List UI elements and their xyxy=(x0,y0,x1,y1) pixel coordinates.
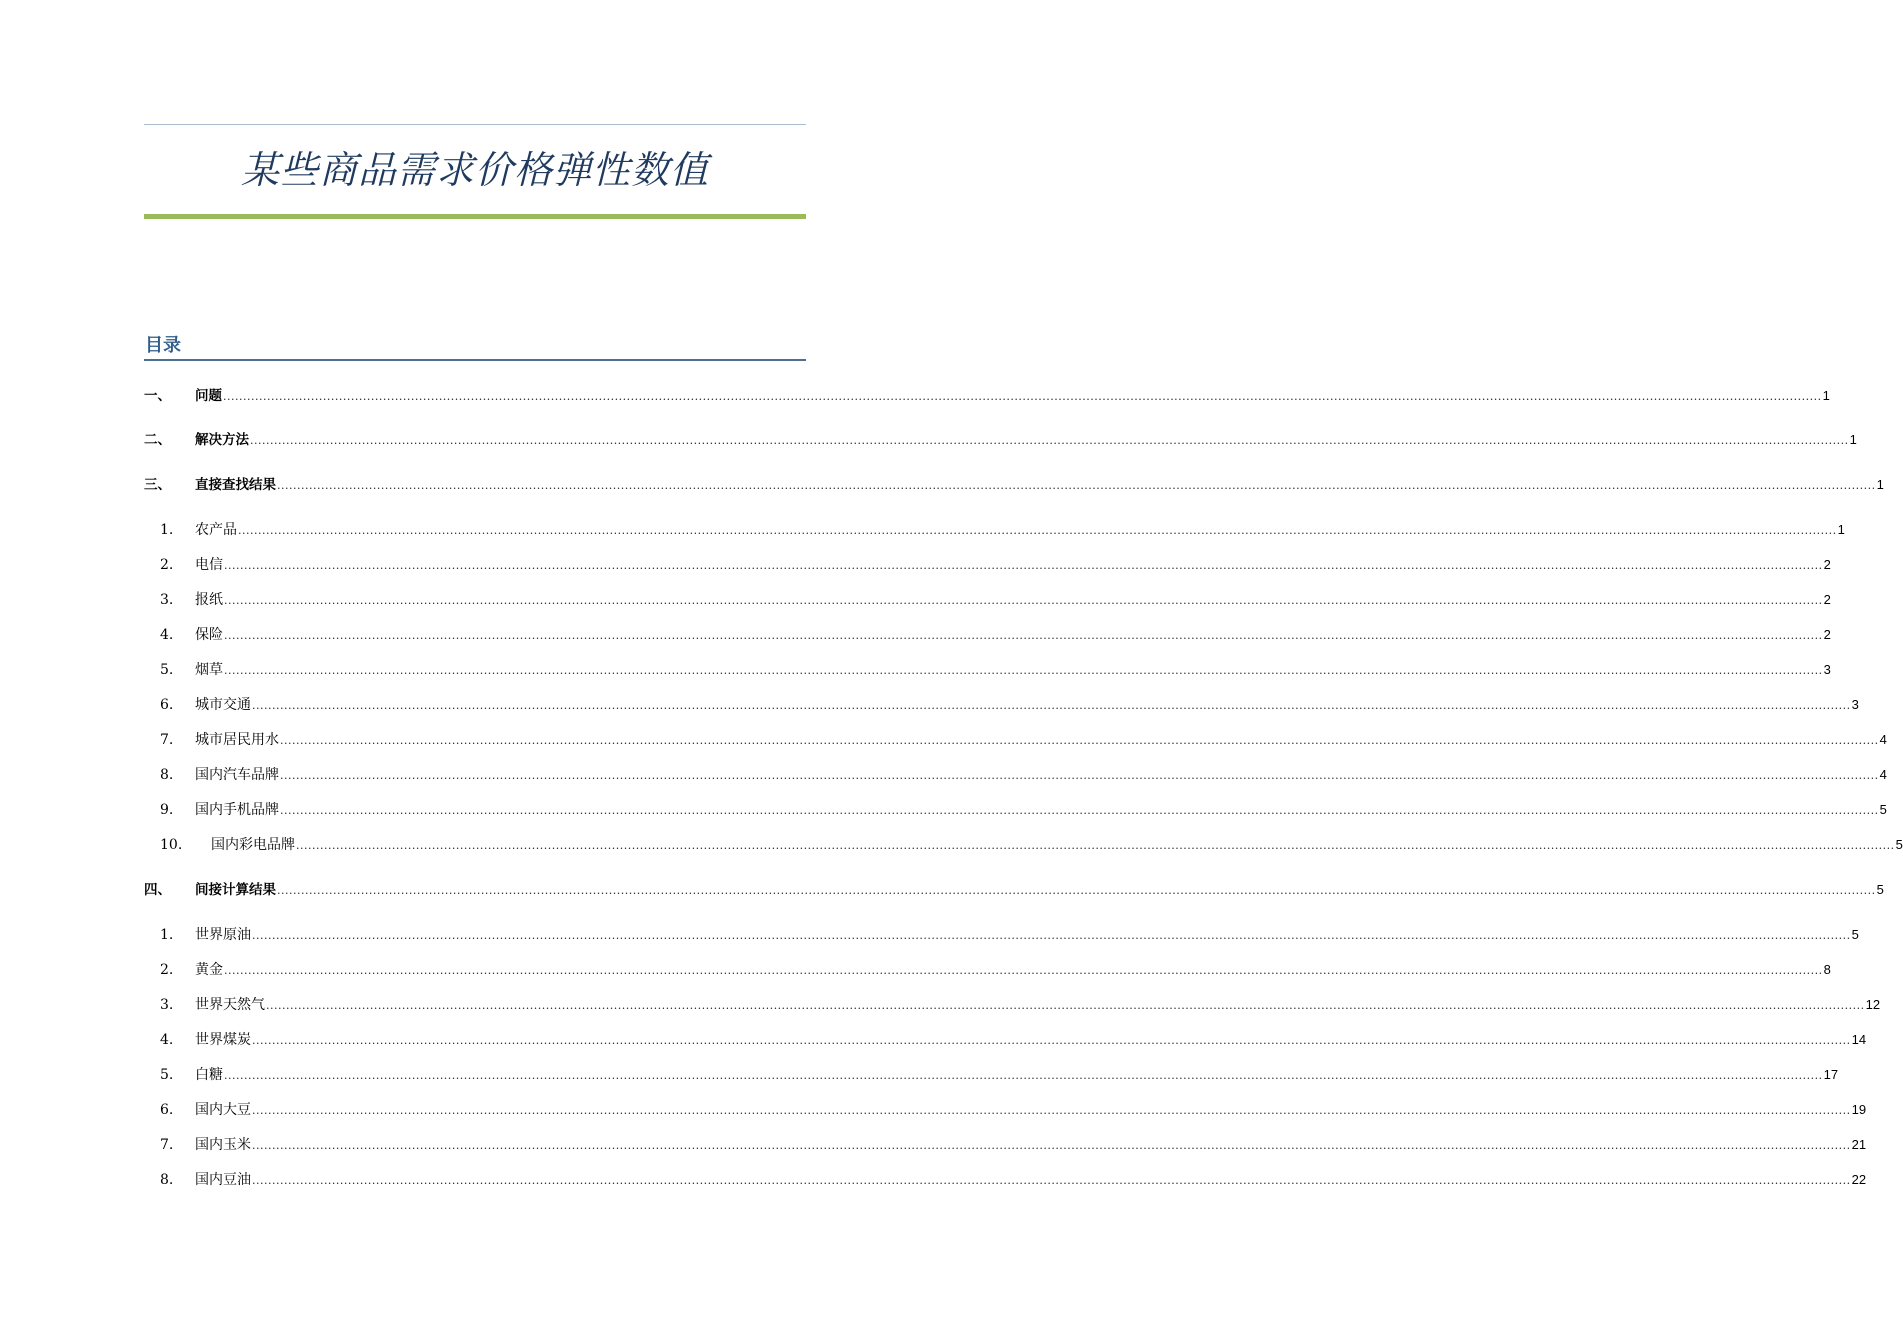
toc-entry-body xyxy=(211,835,1903,856)
toc-dot-leader: ................................................................................................................................................................................................................................................................................................................................................................................................................ xyxy=(224,1069,1823,1082)
toc-heading-rule xyxy=(144,359,806,361)
toc-dot-leader: ................................................................................................................................................................................................................................................................................................................................................................................................................ xyxy=(252,1034,1851,1047)
toc-entry[interactable] xyxy=(144,1170,1867,1190)
title-bottom-rule xyxy=(144,214,806,219)
toc-entry[interactable] xyxy=(144,625,1831,645)
toc-dot-leader: ................................................................................................................................................................................................................................................................................................................................................................................................................ xyxy=(238,524,1837,537)
toc-entry-label[interactable]: 世界原油 xyxy=(195,927,251,943)
toc-dot-leader: ................................................................................................................................................................................................................................................................................................................................................................................................................ xyxy=(252,699,1851,712)
toc-entry-body xyxy=(195,960,1831,981)
toc-entry[interactable] xyxy=(144,475,1884,495)
toc-entry-number: 6. xyxy=(160,1102,174,1118)
toc-entry-page-number[interactable]: 1 xyxy=(1876,477,1884,492)
toc-entry-page-number[interactable]: 21 xyxy=(1851,1137,1867,1152)
toc-entry-body xyxy=(195,1135,1867,1156)
toc-entry[interactable] xyxy=(144,660,1831,680)
title-top-rule xyxy=(144,124,806,125)
toc-entry-body xyxy=(195,520,1845,541)
toc-entry-body xyxy=(195,555,1831,576)
toc-dot-leader: ................................................................................................................................................................................................................................................................................................................................................................................................................ xyxy=(296,839,1895,852)
toc-entry[interactable] xyxy=(144,1065,1839,1085)
toc-entry-number: 4. xyxy=(160,627,174,643)
toc-entry[interactable] xyxy=(144,590,1831,610)
toc-entry-page-number[interactable]: 1 xyxy=(1822,388,1830,403)
toc-entry-body xyxy=(195,386,1830,407)
toc-entry[interactable] xyxy=(144,960,1831,980)
toc-entry-body xyxy=(195,660,1831,681)
toc-entry-page-number[interactable]: 4 xyxy=(1879,767,1887,782)
toc-entry-page-number[interactable]: 3 xyxy=(1851,697,1859,712)
toc-entry-number: 6. xyxy=(160,697,174,713)
toc-entry-label[interactable]: 白糖 xyxy=(195,1067,223,1083)
toc-entry-number: 一、 xyxy=(144,388,171,404)
toc-entry-number: 7. xyxy=(160,1137,174,1153)
toc-dot-leader: ................................................................................................................................................................................................................................................................................................................................................................................................................ xyxy=(252,929,1851,942)
toc-entry-label[interactable]: 国内汽车品牌 xyxy=(195,767,279,783)
toc-entry[interactable] xyxy=(144,1030,1867,1050)
toc-entry-body xyxy=(195,1170,1867,1191)
toc-entry-page-number[interactable]: 5 xyxy=(1895,837,1903,852)
toc-entry[interactable] xyxy=(144,430,1857,450)
toc-entry-number: 3. xyxy=(160,997,174,1013)
toc-entry[interactable] xyxy=(144,1100,1867,1120)
toc-entry-page-number[interactable]: 2 xyxy=(1823,592,1831,607)
toc-entry-page-number[interactable]: 14 xyxy=(1851,1032,1867,1047)
toc-entry[interactable] xyxy=(144,555,1831,575)
toc-entry-number: 1. xyxy=(160,927,174,943)
toc-entry-page-number[interactable]: 1 xyxy=(1849,432,1857,447)
toc-heading: 目录 xyxy=(145,335,181,356)
document-title: 某些商品需求价格弹性数值 xyxy=(240,148,709,192)
toc-entry[interactable] xyxy=(144,520,1845,540)
toc-entry-page-number[interactable]: 2 xyxy=(1823,557,1831,572)
toc-entry-label[interactable]: 国内手机品牌 xyxy=(195,802,279,818)
toc-entry-page-number[interactable]: 5 xyxy=(1879,802,1887,817)
toc-entry[interactable] xyxy=(144,730,1887,750)
toc-entry-number: 三、 xyxy=(144,477,171,493)
toc-entry-number: 7. xyxy=(160,732,174,748)
toc-dot-leader: ................................................................................................................................................................................................................................................................................................................................................................................................................ xyxy=(224,559,1823,572)
toc-entry-label[interactable]: 直接查找结果 xyxy=(195,477,276,493)
toc-entry-label[interactable]: 烟草 xyxy=(195,662,223,678)
toc-dot-leader: ................................................................................................................................................................................................................................................................................................................................................................................................................ xyxy=(224,964,1823,977)
toc-entry-label[interactable]: 保险 xyxy=(195,627,223,643)
toc-entry-label[interactable]: 电信 xyxy=(195,557,223,573)
toc-entry-body xyxy=(195,430,1857,451)
toc-entry[interactable] xyxy=(144,925,1859,945)
toc-dot-leader: ................................................................................................................................................................................................................................................................................................................................................................................................................ xyxy=(224,664,1823,677)
toc-entry-number: 10. xyxy=(160,837,183,853)
toc-entry-page-number[interactable]: 8 xyxy=(1823,962,1831,977)
toc-entry-page-number[interactable]: 5 xyxy=(1851,927,1859,942)
toc-entry[interactable] xyxy=(144,880,1884,900)
toc-entry-label[interactable]: 城市交通 xyxy=(195,697,251,713)
toc-entry-page-number[interactable]: 3 xyxy=(1823,662,1831,677)
toc-entry[interactable] xyxy=(144,1135,1867,1155)
toc-entry-number: 8. xyxy=(160,767,174,783)
toc-entry-number: 四、 xyxy=(144,882,171,898)
toc-entry-label[interactable]: 城市居民用水 xyxy=(195,732,279,748)
toc-entry-label[interactable]: 国内彩电品牌 xyxy=(211,837,295,853)
toc-entry-body xyxy=(195,1100,1867,1121)
toc-dot-leader: ................................................................................................................................................................................................................................................................................................................................................................................................................ xyxy=(280,734,1879,747)
toc-entry-number: 3. xyxy=(160,592,174,608)
toc-entry[interactable] xyxy=(144,386,1830,406)
toc-entry-page-number[interactable]: 19 xyxy=(1851,1102,1867,1117)
toc-entry-page-number[interactable]: 12 xyxy=(1865,997,1881,1012)
toc-entry-body xyxy=(195,695,1859,716)
toc-entry-label[interactable]: 黄金 xyxy=(195,962,223,978)
toc-entry-page-number[interactable]: 5 xyxy=(1876,882,1884,897)
toc-entry-page-number[interactable]: 2 xyxy=(1823,627,1831,642)
toc-dot-leader: ................................................................................................................................................................................................................................................................................................................................................................................................................ xyxy=(223,390,1822,403)
toc-entry-number: 5. xyxy=(160,662,174,678)
toc-entry-number: 2. xyxy=(160,557,174,573)
toc-entry-body xyxy=(195,1065,1839,1086)
toc-entry-body xyxy=(195,800,1887,821)
toc-dot-leader: ................................................................................................................................................................................................................................................................................................................................................................................................................ xyxy=(252,1104,1851,1117)
toc-entry-label[interactable]: 国内豆油 xyxy=(195,1172,251,1188)
toc-dot-leader: ................................................................................................................................................................................................................................................................................................................................................................................................................ xyxy=(277,884,1876,897)
toc-entry-page-number[interactable]: 17 xyxy=(1823,1067,1839,1082)
toc-dot-leader: ................................................................................................................................................................................................................................................................................................................................................................................................................ xyxy=(224,594,1823,607)
toc-entry-label[interactable]: 国内大豆 xyxy=(195,1102,251,1118)
toc-entry[interactable] xyxy=(144,765,1887,785)
toc-entry-label[interactable]: 报纸 xyxy=(195,592,223,608)
toc-dot-leader: ................................................................................................................................................................................................................................................................................................................................................................................................................ xyxy=(266,999,1865,1012)
toc-entry-body xyxy=(195,1030,1867,1051)
toc-entry[interactable] xyxy=(144,695,1859,715)
toc-entry-body xyxy=(195,475,1884,496)
toc-dot-leader: ................................................................................................................................................................................................................................................................................................................................................................................................................ xyxy=(277,479,1876,492)
toc-entry-page-number[interactable]: 1 xyxy=(1837,522,1845,537)
toc-entry-body xyxy=(195,925,1859,946)
toc-entry-page-number[interactable]: 22 xyxy=(1851,1172,1867,1187)
toc-entry[interactable] xyxy=(144,835,1903,855)
toc-entry-number: 9. xyxy=(160,802,174,818)
toc-entry-body xyxy=(195,765,1887,786)
toc-dot-leader: ................................................................................................................................................................................................................................................................................................................................................................................................................ xyxy=(250,434,1849,447)
toc-entry-label[interactable]: 问题 xyxy=(195,388,222,404)
toc-entry-number: 8. xyxy=(160,1172,174,1188)
toc-entry-label[interactable]: 农产品 xyxy=(195,522,237,538)
toc-entry-label[interactable]: 解决方法 xyxy=(195,432,249,448)
toc-entry-body xyxy=(195,590,1831,611)
toc-dot-leader: ................................................................................................................................................................................................................................................................................................................................................................................................................ xyxy=(224,629,1823,642)
toc-entry-number: 2. xyxy=(160,962,174,978)
toc-entry[interactable] xyxy=(144,800,1887,820)
toc-entry-label[interactable]: 国内玉米 xyxy=(195,1137,251,1153)
toc-entry[interactable] xyxy=(144,995,1881,1015)
toc-entry-body xyxy=(195,995,1881,1016)
toc-entry-body xyxy=(195,880,1884,901)
toc-dot-leader: ................................................................................................................................................................................................................................................................................................................................................................................................................ xyxy=(280,804,1879,817)
toc-entry-label[interactable]: 世界天然气 xyxy=(195,997,265,1013)
toc-entry-body xyxy=(195,730,1887,751)
toc-entry-number: 1. xyxy=(160,522,174,538)
toc-entry-number: 4. xyxy=(160,1032,174,1048)
toc-entry-label[interactable]: 世界煤炭 xyxy=(195,1032,251,1048)
toc-entry-number: 5. xyxy=(160,1067,174,1083)
toc-dot-leader: ................................................................................................................................................................................................................................................................................................................................................................................................................ xyxy=(280,769,1879,782)
toc-entry-page-number[interactable]: 4 xyxy=(1879,732,1887,747)
toc-dot-leader: ................................................................................................................................................................................................................................................................................................................................................................................................................ xyxy=(252,1139,1851,1152)
toc-entry-number: 二、 xyxy=(144,432,171,448)
toc-entry-body xyxy=(195,625,1831,646)
toc-entry-label[interactable]: 间接计算结果 xyxy=(195,882,276,898)
toc-dot-leader: ................................................................................................................................................................................................................................................................................................................................................................................................................ xyxy=(252,1174,1851,1187)
